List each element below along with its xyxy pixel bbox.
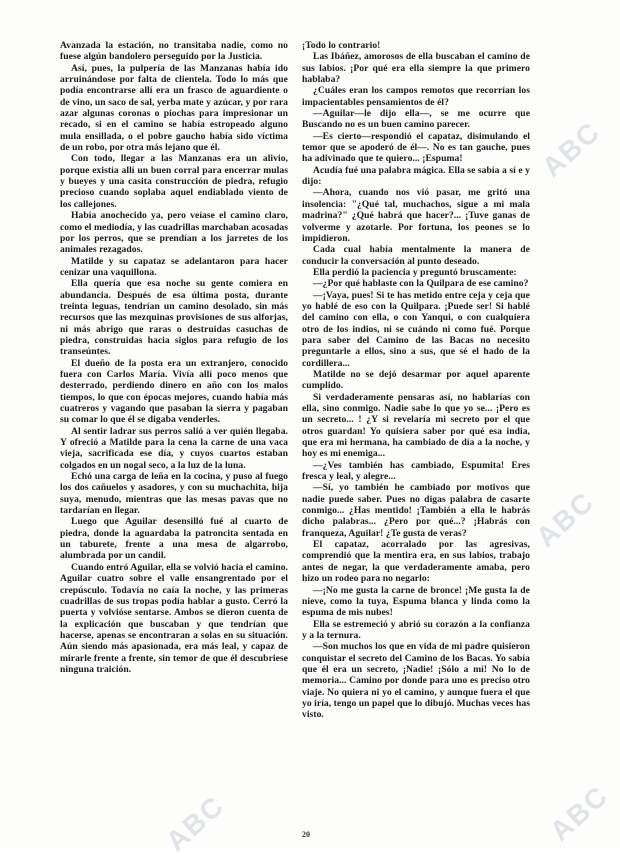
paragraph: —Ahora, cuando nos vió pasar, me gritó una insolencia: "¿Qué tal, muchachos, sigue a mi mala madrina?" ¿Qué habrá que hacer?... ¡Tuve ganas de volverme y azotarle. Por fortuna, los peones se lo impidieron. — [302, 187, 530, 244]
paragraph: Al sentir ladrar sus perros salió a ver quién llegaba. Y ofreció a Matilde para la cena la carne de una vaca vieja, sacrificada ese día, y cuyos cuartos estaban colgados en un nogal seco, a la luz de la luna. — [60, 425, 288, 471]
paragraph: Ella quería que esa noche su gente comiera en abundancia. Después de esa última posta, durante treinta leguas, tendrían un camino desolado, sin más recursos que las mezquinas provisiones de sus alforjas, ni más abrigo que raras o destruidas casuchas de piedra, construidas hacia siglos para refugio de los transeúntes. — [60, 278, 288, 358]
paragraph: Matilde y su capataz se adelantaron para hacer cenizar una vaquillona. — [60, 255, 288, 278]
paragraph: Luego que Aguilar desensilló fué al cuarto de piedra, donde la aguardaba la patroncita sentada en un taburete, frente a una mesa de algarrobo, alumbrada por un candil. — [60, 516, 288, 562]
watermark-middle: ABC — [530, 485, 601, 554]
paragraph: Avanzada la estación, no transitaba nadie, como no fuese algún bandolero perseguido por la Justicia. — [60, 40, 288, 63]
paragraph: Con todo, llegar a las Manzanas era un alivio, porque existía allí un buen corral para encerrar mulas y bueyes y una casita construcción de piedra, refugio precioso cuando soplaba aquel endiablado viento de los callejones. — [60, 153, 288, 210]
paragraph: ¿Cuáles eran los campos remotos que recorrían los impacientables pensamientos de él? — [302, 85, 530, 108]
paragraph: —¡Vaya, pues! Si te has metido entre ceja y ceja que yo hablé de eso con la Quilpara. ¡Puede ser! Si hablé del camino con ella, o con Yanqui, o con cualquiera otro de los indios, ni se cuándo ni como fué. Porque para saber del Camino de las Bacas no necesito preguntarle a ellos, sino a sus, que sé el hado de la cordillera... — [302, 289, 530, 369]
right-text-column — [302, 40, 530, 721]
watermark-lower-right: ABC — [544, 779, 615, 848]
paragraph: —Sí, yo también he cambiado por motivos que nadie puede saber. Pues no digas palabra de casarte conmigo... ¿Has mentido! ¡También a ella le habrás dicho palabras... ¿Pero por qué...? ¡Habrás con franqueza, Aguilar! ¿Te gusta de veras? — [302, 482, 530, 539]
paragraph: Ella se estremeció y abrió su corazón a la confianza y a la ternura. — [302, 618, 530, 641]
left-text-column — [60, 40, 288, 675]
paragraph: El dueño de la posta era un extranjero, conocido fuera con Carlos María. Vivía allí poco menos que desterrado, perdiendo dinero en año con los malos tiempos, lo que con épocas mejores, cuando había más cuatreros y vagando que pasaban la sierra y pagaban su comar lo que él se digaba venderles. — [60, 357, 288, 426]
paragraph: Cada cual había mentalmente la manera de conducir la conversación al punto deseado. — [302, 244, 530, 267]
paragraph: Acudía fué una palabra mágica. Ella se sabía a sí e y dijo: — [302, 164, 530, 188]
paragraph: —¿Ves también has cambiado, Espumita! Eres fresca y leal, y alegre... — [302, 459, 530, 483]
paragraph: Ella perdió la paciencia y preguntó bruscamente: — [313, 266, 517, 278]
paragraph: —Aguilar—le dijo ella—, se me ocurre que Buscando no es un buen camino parecer. — [302, 108, 530, 131]
page-number: 20 — [302, 830, 310, 839]
paragraph: Cuando entró Aguilar, ella se volvió hacia el camino. Aguilar cuatro sobre el valle ensangrentado por el crepúsculo. Todavía no caía la noche, y las primeras cuadrillas de sus tropas podía hablar a gusto. Cerró la puerta y volvióse sentarse. Ambos se dieron cuenta de la explicación que buscaban y que tendrían que hacerse, apenas se encontraran a solas en su situación. Aún siendo más apasionada, era más leal, y capaz de mirarle frente a frente, sin temor de que él descubriese ninguna traición. — [60, 561, 288, 675]
paragraph: Echó una carga de leña en la cocina, y puso al fuego los dos cañuelos y asadores, y con su muchachita, hija suya, menudo, mientras que las mesas pavas que no tardarían en llegar. — [60, 471, 288, 517]
paragraph: —¿Por qué hablaste con la Quilpara de ese camino? — [313, 278, 529, 290]
paragraph: Había anochecido ya, pero veíase el camino claro, como el mediodía, y las cuadrillas marchaban acosadas por los perros, que se prendían a los jarretes de los animales rezagados. — [60, 210, 288, 256]
paragraph: —¡No me gusta la carne de bronce! ¡Me gusta la de nieve, como la tuya, Espuma blanca y linda como la espuma de mis nubes! — [302, 584, 530, 619]
paragraph: ¡Todo lo contrario! — [302, 40, 381, 51]
paragraph: —Son muchos los que en vida de mi padre quisieron conquistar el secreto del Camino de los Bacas. Yo sabía que él era un secreto, ¡Nadie! ¡Sólo a mí! No lo de memoria... Camino por donde para uno es preciso otro viaje. No quiera ni yo el camino, y aunque fuera el que yo iría, tengo un papel que lo dibujó. Muchas veces has visto. — [302, 641, 530, 721]
paragraph: Así, pues, la pulpería de las Manzanas había ido arruinándose por falta de clientela. Todo lo más que podía encontrarse allí era un frasco de aguardiente o de vino, un saco de sal, yerba mate y azúcar, y por rara azar algunas coronas o piochas para impresionar un recado, si en el camino se había estropeado alguno mula ensillada, o el pobre gaucho había sido víctima de un robo, por otra más lejano que él. — [60, 62, 288, 154]
watermark-lower-left: ABC — [160, 789, 231, 858]
paragraph: —Es cierto—respondió el capataz, disimulando el temor que se apoderó de él—. No es tan gauche, pues ha adivinado que te quiero... ¡Espuma! — [302, 130, 530, 165]
paragraph: Las Ibáñez, amorosos de ella buscaban el camino de sus labios. ¡Por qué era ella siempre la que primero hablaba? — [302, 51, 530, 86]
paragraph: Matilde no se dejó desarmar por aquel aparente cumplido. — [302, 368, 530, 392]
paragraph: Si verdaderamente pensaras así, no hablarías con ella, sino conmigo. Nadie sabe lo que yo se... ¡Pero es un secreto... ! ¿Y si revelaría mi secreto por el que otros guardan! Yo quisiera saber por qué esa india, que era mi hermana, ha cambiado de día a la noche, y hoy es mi enemiga... — [302, 391, 530, 460]
paragraph: El capataz, acorralado por las agresivas, comprendió que la mentira era, en sus labios, trabajo antes de negar, la que verdaderamente amaba, pero hizo un rodeo para no negarlo: — [302, 539, 530, 585]
watermark-upper: ABC — [536, 115, 607, 184]
